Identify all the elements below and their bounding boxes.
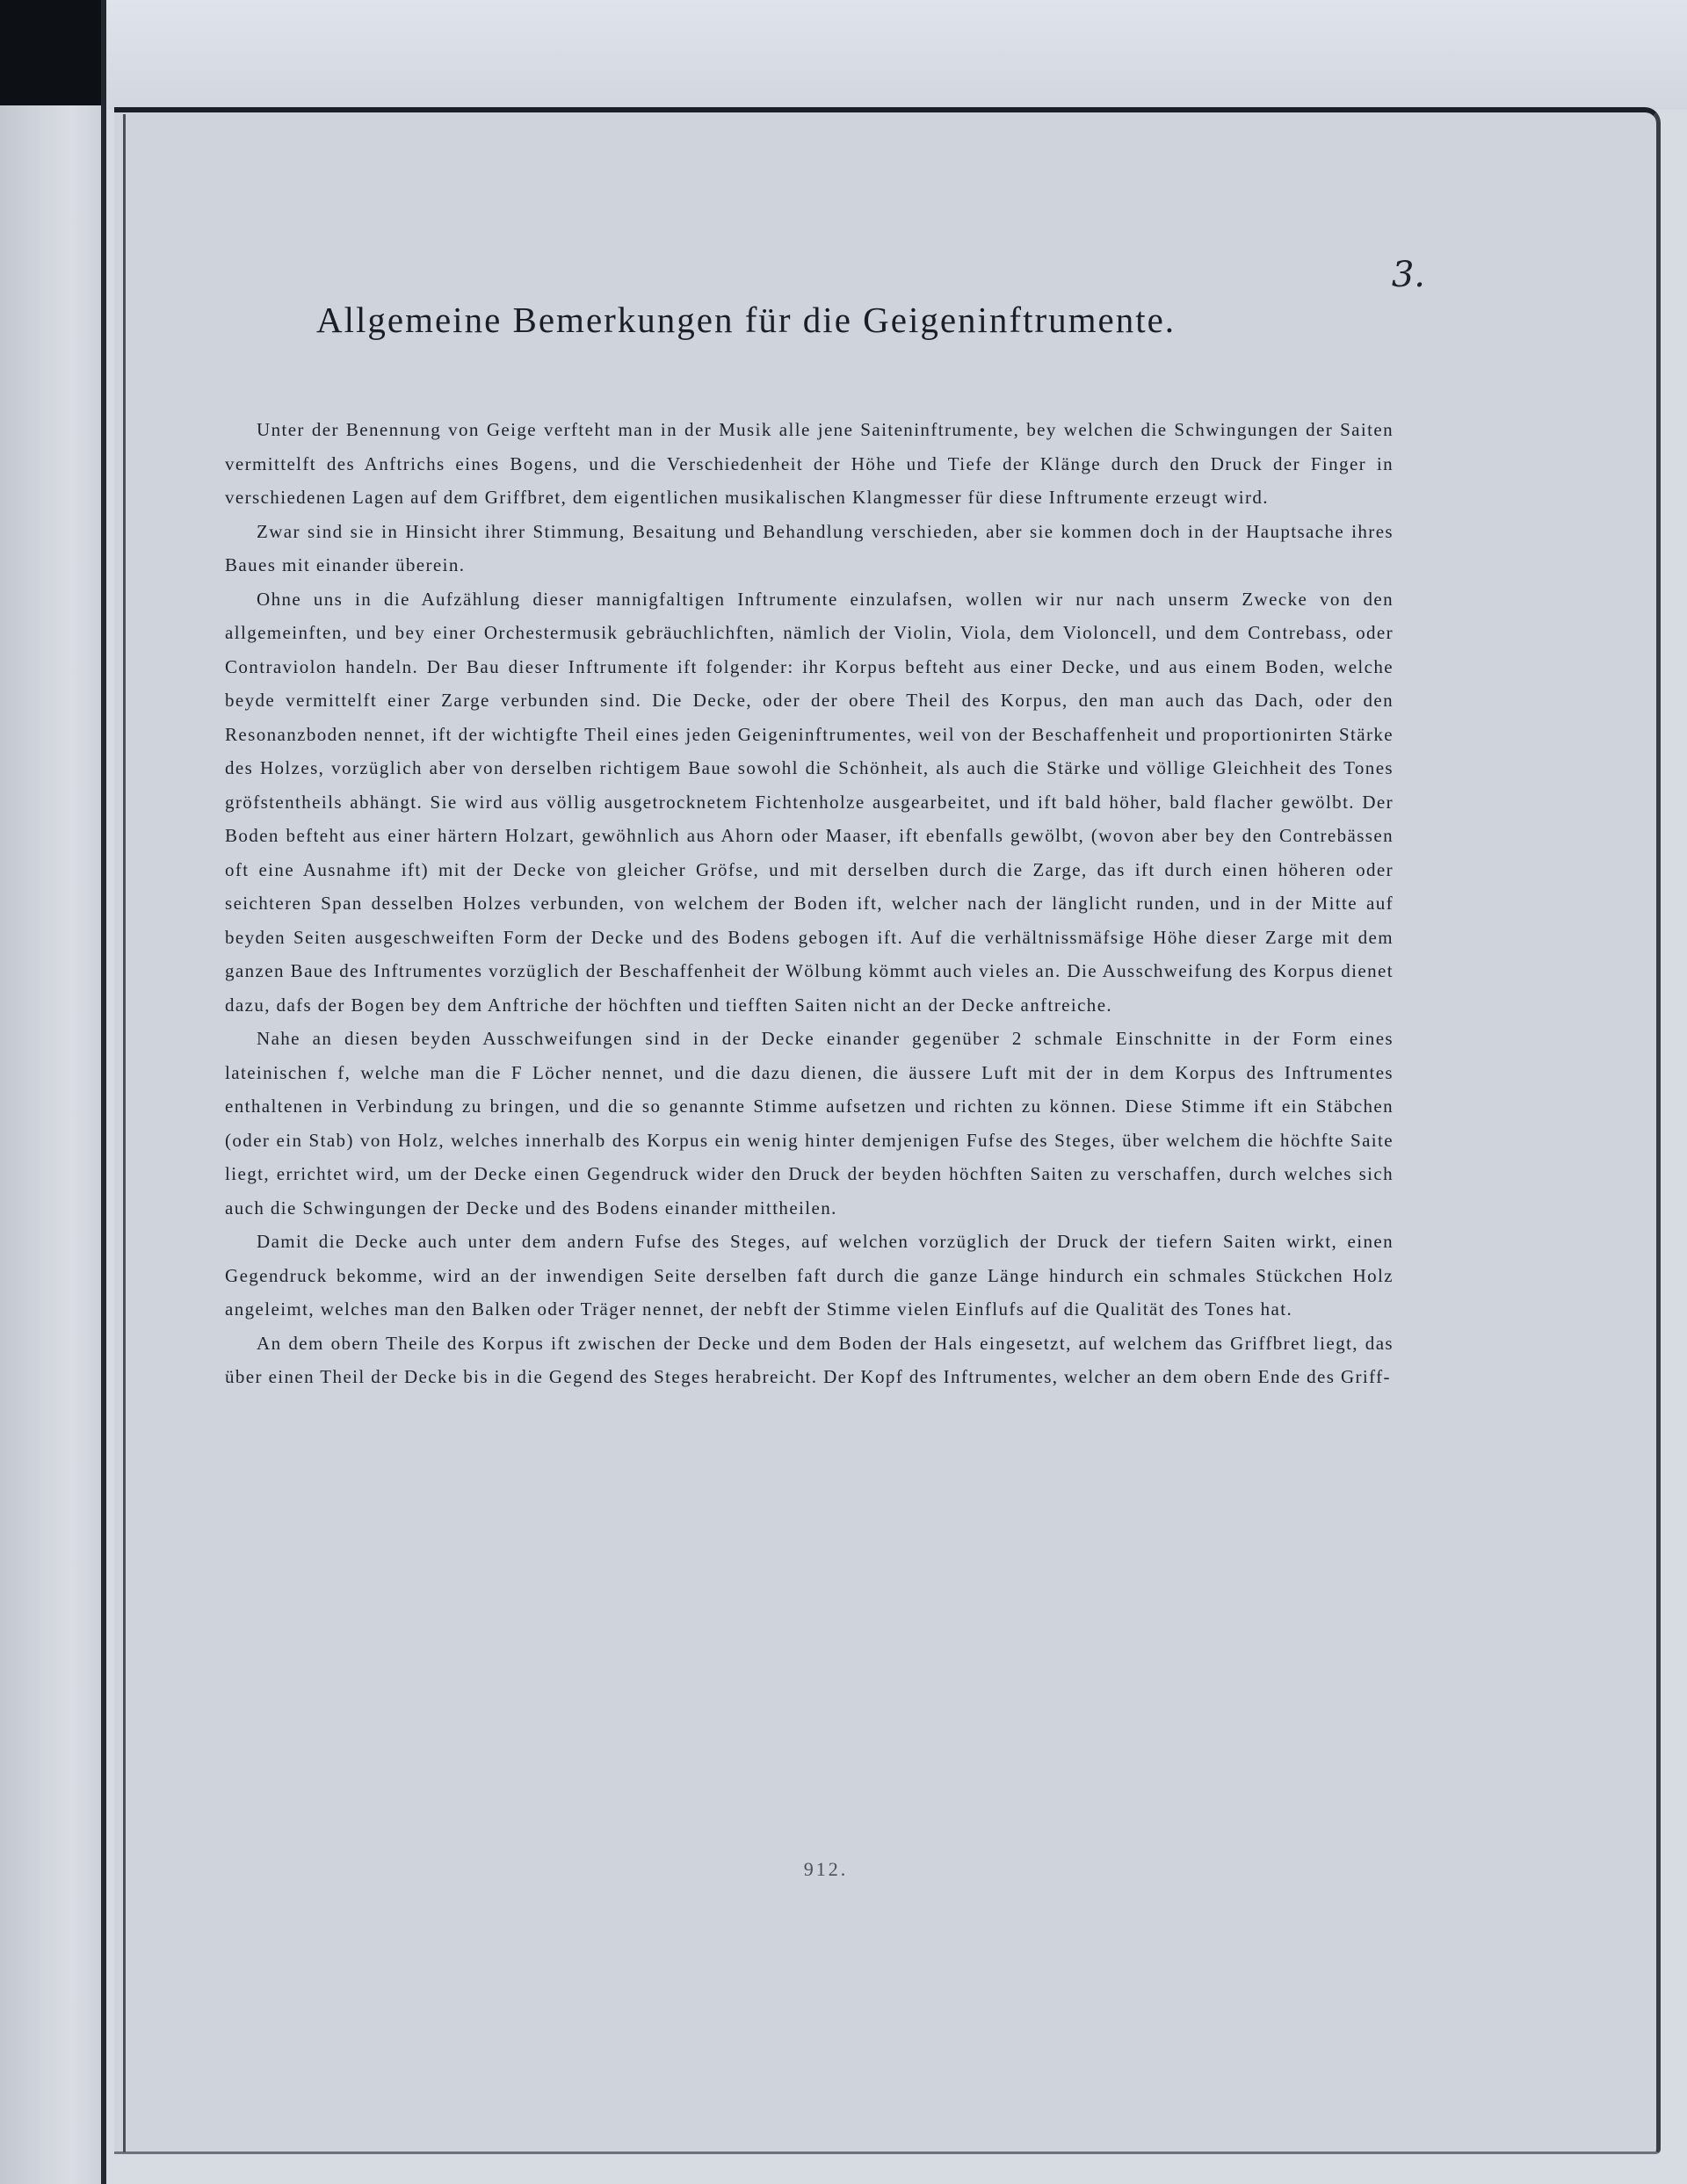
page-title: Allgemeine Bemerkungen für die Geigeninftrumente. [316, 300, 1177, 340]
paragraph: Damit die Decke auch unter dem andern Fufse des Steges, auf welchen vorzüglich der Druck der tiefern Saiten wirkt, einen Gegendruck bekomme, wird an der inwendigen Seite derselben faft durch die ganze Länge hindurch ein schmales Stückchen Holz angeleimt, welches man den Balken oder Träger nennet, der nebft der Stimme vielen Einflufs auf die Qualität des Tones hat. [225, 1231, 1394, 1320]
page-edge-line [123, 114, 126, 2152]
printer-signature-mark: 912. [803, 1858, 849, 1880]
facing-page-edge [0, 105, 101, 2184]
book-binding [0, 0, 105, 105]
scanner-background [0, 0, 1687, 110]
paragraph: Nahe an diesen beyden Ausschweifungen sind in der Decke einander gegenüber 2 schmale Einschnitte in der Form eines lateinischen f, welche man die F Löcher nennet, und die dazu dienen, die äussere Luft mit der in dem Korpus des Inftrumentes enthaltenen in Verbindung zu bringen, und die so genannte Stimme aufsetzen und richten zu können. Diese Stimme ift ein Stäbchen (oder ein Stab) von Holz, welches innerhalb des Korpus ein wenig hinter demjenigen Fufse des Steges, über welchem die höchfte Saite liegt, errichtet wird, um der Decke einen Gegendruck wider den Druck der beyden höchften Saiten zu verschaffen, durch welches sich auch die Schwingungen der Decke und des Bodens einander mittheilen. [225, 1028, 1394, 1219]
paragraph: Ohne uns in die Aufzählung dieser mannigfaltigen Inftrumente einzulafsen, wollen wir nur nach unserm Zwecke von den allgemeinften, und bey einer Orchestermusik gebräuchlichften, nämlich der Violin, Viola, dem Violoncell, und dem Contrebass, oder Contraviolon handeln. Der Bau dieser Inftrumente ift folgender: ihr Korpus befteht aus einer Decke, und aus einem Boden, welche beyde vermittelft einer Zarge verbunden sind. Die Decke, oder der obere Theil des Korpus, den man auch das Dach, oder den Resonanzboden nennet, ift der wichtigfte Theil eines jeden Geigeninftrumentes, weil von der Beschaffenheit und proportionirten Stärke des Holzes, vorzüglich aber von derselben richtigem Baue sowohl die Schönheit, als auch die Stärke und völlige Gleichheit des Tones gröfstentheils abhängt. Sie wird aus völlig ausgetrocknetem Fichtenholze ausgearbeitet, und ift bald höher, bald flacher gewölbt. Der Boden befteht aus einer härtern Holzart, gewöhnlich aus Ahorn oder Maaser, ift ebenfalls gewölbt, (wovon aber bey den Contrebässen oft eine Ausnahme ift) mit der Decke von gleicher Gröfse, und mit derselben durch die Zarge, das ift durch einen höheren oder seichteren Span desselben Holzes verbunden, von welchem der Boden ift, welcher nach der länglicht runden, und in der Mitte auf beyden Seiten ausgeschweiften Form der Decke und des Bodens gebogen ift. Auf die verhältnissmäfsige Höhe dieser Zarge mit dem ganzen Baue des Inftrumentes vorzüglich der Beschaffenheit der Wölbung kömmt auch vieles an. Die Ausschweifung des Korpus dienet dazu, dafs der Bogen bey dem Anftriche der höchften und tiefften Saiten nicht an der Decke anftreiche. [225, 588, 1394, 1016]
page-number: 3. [1391, 255, 1425, 295]
body-text [225, 413, 1394, 1836]
paragraph: Zwar sind sie in Hinsicht ihrer Stimmung, Besaitung und Behandlung verschieden, aber sie kommen doch in der Hauptsache ihres Baues mit einander überein. [225, 520, 1394, 575]
paragraph: Unter der Benennung von Geige verfteht man in der Musik alle jene Saiteninftrumente, bey welchen die Schwingungen der Saiten vermittelft des Anftrichs eines Bogens, und die Verschiedenheit der Höhe und Tiefe der Klänge durch den Druck der Finger in verschiedenen Lagen auf dem Griffbret, dem eigentlichen musikalischen Klangmesser für diese Inftrumente erzeugt wird. [225, 419, 1394, 508]
binding-edge [101, 0, 106, 2184]
paragraph: An dem obern Theile des Korpus ift zwischen der Decke und dem Boden der Hals eingesetzt, auf welchem das Griffbret liegt, das über einen Theil der Decke bis in die Gegend des Steges herabreicht. Der Kopf des Inftrumentes, welcher an dem obern Ende des Griff- [225, 1332, 1394, 1387]
